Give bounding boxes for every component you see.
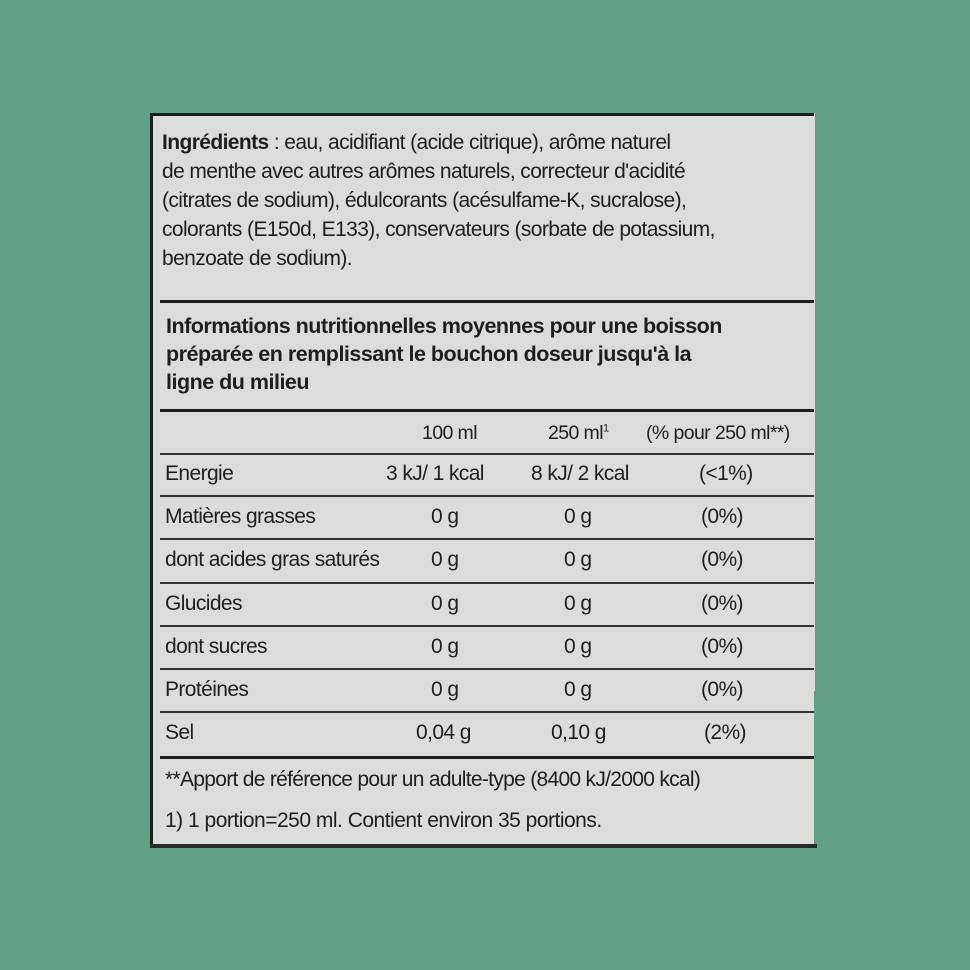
row-proteines-percent: (0%): [701, 678, 743, 701]
nutrition-heading: [166, 312, 806, 396]
row-sucres-name: dont sucres: [165, 635, 267, 658]
row-acides-gras-name: dont acides gras saturés: [165, 548, 380, 571]
row-matieres-grasses-percent: (0%): [701, 505, 743, 528]
row-glucides-250ml: 0 g: [564, 592, 592, 615]
row-proteines-100ml: 0 g: [431, 678, 459, 701]
row-sel-name: Sel: [165, 721, 194, 744]
row-energie-percent: (<1%): [699, 462, 753, 485]
row-divider: [160, 582, 814, 584]
row-sucres-100ml: 0 g: [431, 635, 459, 658]
column-header-250ml: [548, 422, 608, 445]
divider-heading: [160, 409, 814, 412]
row-energie-100ml: 3 kJ/ 1 kcal: [386, 462, 484, 485]
row-proteines-250ml: 0 g: [564, 678, 592, 701]
ingredients-line-2: de menthe avec autres arômes naturels, correcteur d'acidité: [162, 160, 686, 183]
column-header-percent: (% pour 250 ml**): [646, 422, 790, 444]
nutrition-heading-line-2: préparée en remplissant le bouchon doseur jusqu'à la: [166, 342, 692, 366]
row-acides-gras-percent: (0%): [701, 548, 743, 571]
divider-columns: [160, 453, 814, 455]
footnote-reference-intake: **Apport de référence pour un adulte-type (8400 kJ/2000 kcal): [165, 768, 701, 791]
row-acides-gras-250ml: 0 g: [564, 548, 592, 571]
row-energie-name: Energie: [165, 462, 234, 485]
row-divider: [160, 668, 814, 670]
row-glucides-percent: (0%): [701, 592, 743, 615]
row-sel-100ml: 0,04 g: [416, 721, 471, 744]
row-glucides-name: Glucides: [165, 592, 242, 615]
row-matieres-grasses-100ml: 0 g: [431, 505, 459, 528]
row-proteines-name: Protéines: [165, 678, 249, 701]
ingredients-title: Ingrédients: [162, 131, 269, 154]
row-divider: [160, 495, 814, 497]
column-header-250ml-text: 250 ml: [548, 422, 603, 444]
footnote-portion: 1) 1 portion=250 ml. Contient environ 35 portions.: [165, 809, 602, 832]
row-matieres-grasses-name: Matières grasses: [165, 505, 316, 528]
column-header-100ml: 100 ml: [422, 422, 477, 444]
row-energie-250ml: 8 kJ/ 2 kcal: [531, 462, 629, 485]
ingredients-line-1: [162, 128, 812, 157]
row-acides-gras-100ml: 0 g: [431, 548, 459, 571]
ingredients-text-1: : eau, acidifiant (acide citrique), arôme naturel: [268, 131, 671, 154]
divider-ingredients: [160, 300, 814, 303]
nutrition-label-panel: [150, 113, 814, 848]
row-matieres-grasses-250ml: 0 g: [564, 505, 592, 528]
nutrition-heading-line-1: Informations nutritionnelles moyennes pour une boisson: [166, 314, 722, 338]
row-glucides-100ml: 0 g: [431, 592, 459, 615]
row-divider: [160, 625, 814, 627]
column-header-250ml-sup: 1: [602, 422, 609, 435]
row-sel-percent: (2%): [704, 721, 746, 744]
ingredients-line-3: (citrates de sodium), édulcorants (acésulfame-K, sucralose),: [162, 189, 687, 212]
row-sucres-percent: (0%): [701, 635, 743, 658]
row-sucres-250ml: 0 g: [564, 635, 592, 658]
row-divider: [160, 538, 814, 540]
divider-footnotes: [160, 756, 814, 759]
ingredients-block: [162, 128, 812, 273]
ingredients-line-4: colorants (E150d, E133), conservateurs (sorbate de potassium,: [162, 218, 715, 241]
ingredients-line-5: benzoate de sodium).: [162, 247, 352, 270]
row-sel-250ml: 0,10 g: [551, 721, 606, 744]
row-divider: [160, 711, 814, 713]
nutrition-heading-line-3: ligne du milieu: [166, 370, 310, 394]
